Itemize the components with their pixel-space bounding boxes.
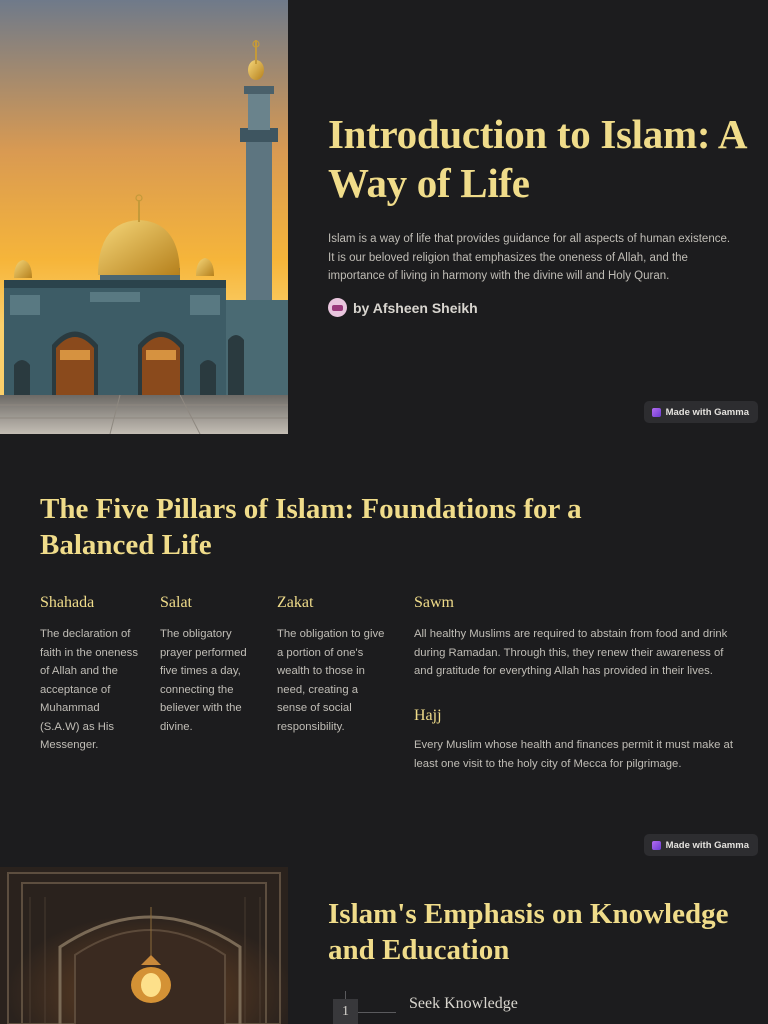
pillar-title: Zakat [277, 594, 314, 611]
pillar-title: Shahada [40, 594, 95, 611]
author-byline [328, 298, 478, 317]
page-title: Introduction to Islam: A Way of Life [328, 111, 745, 206]
pillar-text: The obligatory prayer performed five times a day, connecting the believer with the divine. [160, 628, 247, 733]
slide-five-pillars [0, 434, 768, 867]
pillar-text: The obligation to give a portion of one's wealth to those in need, creating a sense of social responsibility. [277, 628, 385, 733]
pillar-title: Sawm [414, 594, 454, 611]
knowledge-heading: Islam's Emphasis on Knowledge and Education [328, 898, 729, 966]
pillar-text: All healthy Muslims are required to abstain from food and drink during Ramadan. Through this, they renew their awareness of and gratitude for everything Allah has provided in their lives. [414, 628, 728, 677]
made-with-gamma-badge[interactable] [644, 401, 758, 423]
pillar-text: The declaration of faith in the oneness of Allah and the acceptance of Muhammad (S.A.W) as His Messenger. [40, 628, 138, 751]
author-name: by Afsheen Sheikh [353, 299, 478, 316]
pillar-hajj [414, 707, 734, 773]
made-with-gamma-badge[interactable] [644, 834, 758, 856]
pillar-text: Every Muslim whose health and finances permit it must make at least one visit to the holy city of Mecca for pilgrimage. [414, 739, 733, 770]
pillar-sawm [414, 594, 734, 681]
pillars-heading: The Five Pillars of Islam: Foundations for a Balanced Life [40, 493, 582, 561]
gamma-logo-icon [652, 408, 661, 417]
gamma-badge-label: Made with Gamma [665, 839, 749, 851]
timeline-connector [345, 991, 346, 999]
step-label: Seek Knowledge [409, 995, 518, 1012]
author-avatar [328, 298, 347, 317]
gamma-badge-label: Made with Gamma [665, 406, 749, 418]
pillar-title: Hajj [414, 707, 442, 724]
gamma-logo-icon [652, 841, 661, 850]
step-number-badge: 1 [333, 999, 358, 1024]
slide-knowledge [0, 867, 768, 1024]
intro-description: Islam is a way of life that provides guidance for all aspects of human existence. It is our beloved religion that emphasizes the oneness of Allah, and the importance of living in harmony with the divine will and Holy Quran. [328, 233, 731, 282]
mosque-interior-image [0, 867, 288, 1024]
pillar-shahada [40, 594, 140, 755]
pillar-title: Salat [160, 594, 192, 611]
slide-introduction [0, 0, 768, 434]
mosque-image [0, 0, 288, 434]
pillar-salat [160, 594, 255, 736]
timeline-connector [358, 1012, 396, 1013]
pillar-zakat [277, 594, 389, 736]
